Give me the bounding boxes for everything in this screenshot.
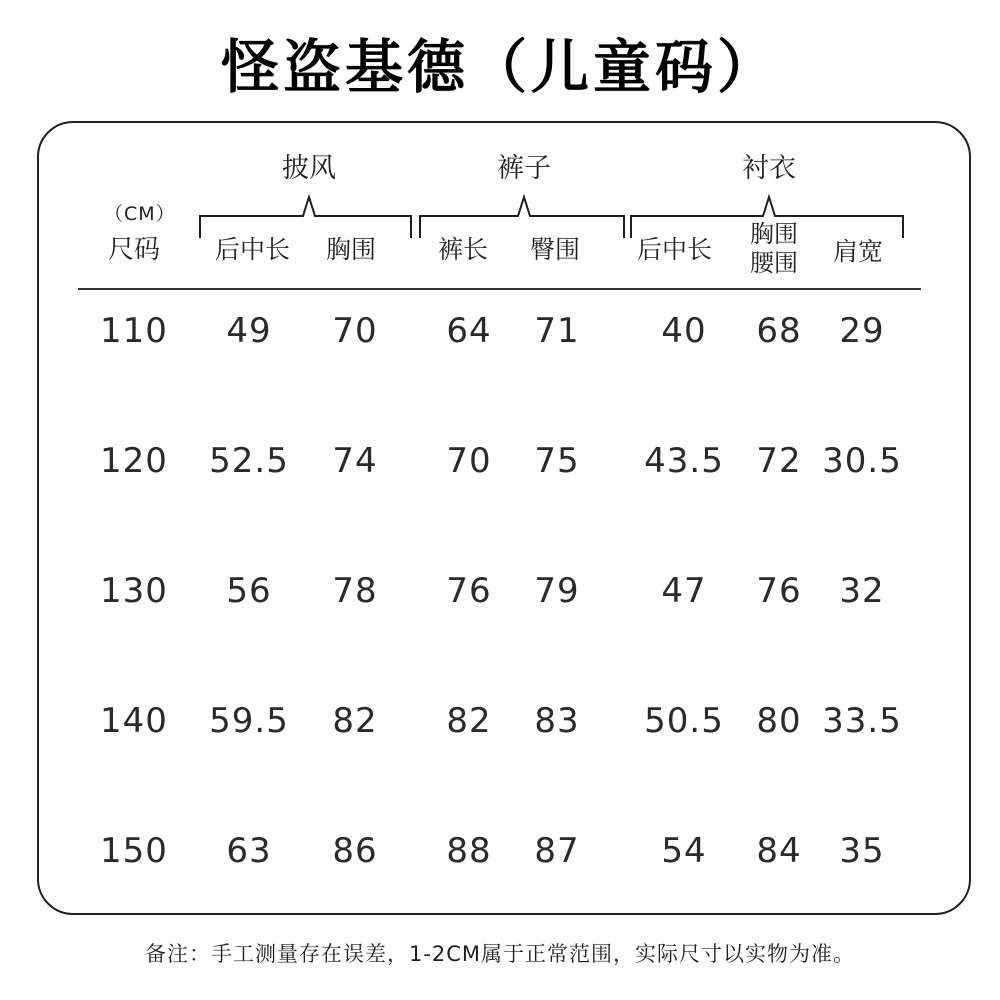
cell-pants-hip: 83	[534, 701, 580, 741]
cell-pants-hip: 75	[534, 441, 580, 481]
col-header-shirt-shoulder: 肩宽	[833, 237, 884, 266]
cell-shirt-chest-waist: 68	[756, 311, 802, 351]
cell-pants-length: 76	[446, 571, 492, 611]
cell-shirt-back-length: 47	[661, 571, 707, 611]
cell-cape-back-length: 59.5	[209, 701, 289, 741]
cell-pants-length: 64	[446, 311, 492, 351]
cell-cape-back-length: 49	[226, 311, 272, 351]
cell-cape-back-length: 56	[226, 571, 272, 611]
cell-size: 120	[100, 441, 168, 481]
group-label-pants: 裤子	[497, 153, 551, 184]
cell-pants-hip: 87	[534, 831, 580, 871]
cell-cape-back-length: 63	[226, 831, 272, 871]
header-divider	[78, 288, 921, 290]
unit-label: （CM）	[104, 203, 176, 225]
cell-shirt-shoulder: 32	[839, 571, 885, 611]
footnote: 备注：手工测量存在误差，1-2CM属于正常范围，实际尺寸以实物为准。	[144, 942, 856, 966]
cell-cape-chest: 78	[332, 571, 378, 611]
cell-shirt-shoulder: 30.5	[822, 441, 902, 481]
group-label-cape: 披风	[282, 153, 336, 184]
col-header-shirt-back-length: 后中长	[637, 235, 713, 264]
cell-shirt-back-length: 40	[661, 311, 707, 351]
cell-cape-chest: 74	[332, 441, 378, 481]
group-label-shirt: 衬衣	[742, 153, 796, 184]
cell-shirt-chest-waist: 72	[756, 441, 802, 481]
cell-size: 110	[100, 311, 168, 351]
col-header-pants-hip: 臀围	[530, 235, 581, 264]
cell-size: 150	[100, 831, 168, 871]
cell-size: 140	[100, 701, 168, 741]
col-header-cape-back-length: 后中长	[215, 235, 291, 264]
col-header-shirt-waist: 腰围	[750, 249, 798, 277]
cell-cape-chest: 70	[332, 311, 378, 351]
cell-pants-length: 82	[446, 701, 492, 741]
cell-shirt-chest-waist: 84	[756, 831, 802, 871]
cell-pants-length: 88	[446, 831, 492, 871]
page-title: 怪盗基德（儿童码）	[220, 33, 779, 101]
col-header-shirt-chest: 胸围	[750, 220, 798, 248]
col-header-cape-chest: 胸围	[326, 235, 377, 264]
col-header-pants-length: 裤长	[438, 235, 489, 264]
cell-shirt-shoulder: 33.5	[822, 701, 902, 741]
cell-cape-back-length: 52.5	[209, 441, 289, 481]
col-header-shirt-chest-waist	[750, 220, 798, 278]
cell-shirt-chest-waist: 76	[756, 571, 802, 611]
cell-shirt-back-length: 54	[661, 831, 707, 871]
cell-shirt-back-length: 50.5	[644, 701, 724, 741]
cell-pants-length: 70	[446, 441, 492, 481]
cell-shirt-shoulder: 35	[839, 831, 885, 871]
cell-pants-hip: 71	[534, 311, 580, 351]
size-column-header: 尺码	[108, 235, 161, 265]
cell-pants-hip: 79	[534, 571, 580, 611]
cell-shirt-shoulder: 29	[839, 311, 885, 351]
cell-cape-chest: 82	[332, 701, 378, 741]
cell-cape-chest: 86	[332, 831, 378, 871]
cell-shirt-back-length: 43.5	[644, 441, 724, 481]
cell-shirt-chest-waist: 80	[756, 701, 802, 741]
cell-size: 130	[100, 571, 168, 611]
